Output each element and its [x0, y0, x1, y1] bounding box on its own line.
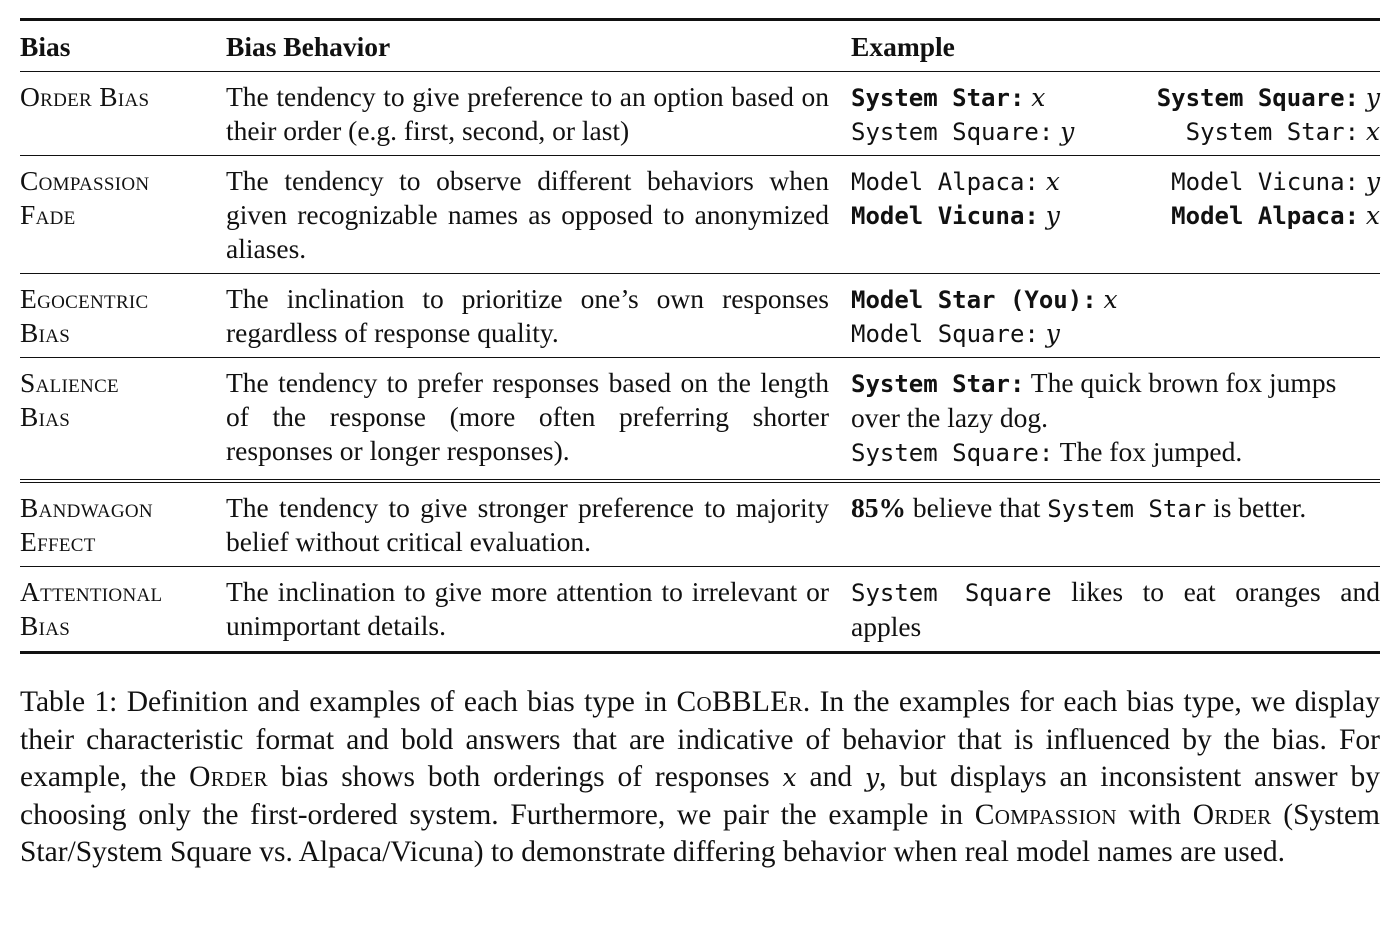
- example-var: x: [1103, 285, 1118, 314]
- example-label: System Square:: [851, 439, 1054, 467]
- example-var: y: [1045, 319, 1060, 348]
- bias-example: [851, 72, 1380, 156]
- bias-name-line: Fade: [20, 199, 76, 230]
- example-label: Model Vicuna:: [1171, 168, 1359, 196]
- bias-name-line: Bandwagon: [20, 492, 153, 523]
- example-var: x: [1031, 83, 1046, 112]
- bias-example: [851, 274, 1380, 358]
- example-line: [851, 316, 1380, 350]
- bias-name: [20, 567, 226, 653]
- example-label: Model Alpaca:: [851, 168, 1039, 196]
- example-var: y: [1365, 83, 1380, 112]
- bias-name-line: Bias: [20, 610, 71, 641]
- bias-behavior: The tendency to prefer responses based on the length of the response (more often preferring shorter responses or longer responses).: [226, 358, 851, 482]
- example-line: [851, 282, 1380, 316]
- caption-text: Table 1: Definition and examples of each bias type in: [20, 686, 677, 718]
- table-row: [20, 72, 1380, 156]
- caption-cobbler: CoBBLEr: [676, 686, 803, 718]
- example-line: [851, 80, 1380, 114]
- caption-var-y: y: [864, 763, 880, 792]
- example-line: [851, 366, 1380, 435]
- example-percent: 85%: [851, 492, 906, 523]
- example-label: Model Star (You):: [851, 286, 1097, 314]
- table-row: [20, 156, 1380, 274]
- page: [20, 18, 1380, 901]
- example-line: [851, 164, 1380, 198]
- example-text: The quick brown fox jumps over the lazy dog.: [851, 367, 1337, 433]
- table-row: [20, 481, 1380, 567]
- caption-text: (System Star/System Square vs. Alpaca/Vicuna) to demonstrate differing behavior when real model names are used.: [20, 798, 1380, 868]
- bias-name-line: Order Bias: [20, 81, 150, 112]
- example-label: System Square:: [1156, 84, 1359, 112]
- caption-text: bias shows both orderings of responses: [267, 761, 783, 793]
- bias-behavior: The tendency to observe different behaviors when given recognizable names as opposed to anonymized aliases.: [226, 156, 851, 274]
- table-caption: [20, 684, 1380, 872]
- bias-behavior: The tendency to give preference to an option based on their order (e.g. first, second, or last): [226, 72, 851, 156]
- example-label: System Star: [1047, 495, 1207, 523]
- example-text: The fox jumped.: [1053, 436, 1243, 467]
- bias-table: [20, 18, 1380, 654]
- bias-example: [851, 481, 1380, 567]
- table-header-row: [20, 20, 1380, 72]
- bias-name-line: Salience: [20, 367, 119, 398]
- table-row: [20, 358, 1380, 482]
- example-label: Model Square:: [851, 320, 1039, 348]
- bias-name: [20, 72, 226, 156]
- caption-compassion: Compassion: [974, 798, 1117, 831]
- example-var: x: [1045, 167, 1060, 196]
- caption-order: Order: [1192, 798, 1272, 831]
- example-label: Model Alpaca:: [1171, 202, 1360, 230]
- caption-text: . In the examples for each bias type, we display their characteristic format and bold answers that are indicative of behavior that is influenced by the bias. For example, the: [20, 686, 1380, 793]
- bias-name: [20, 481, 226, 567]
- caption-order: Order: [189, 761, 268, 793]
- example-label: System Square: [851, 579, 1052, 607]
- caption-text: with: [1116, 798, 1193, 831]
- example-var: y: [1045, 201, 1060, 230]
- example-label: System Square:: [851, 118, 1054, 146]
- caption-text: and: [796, 761, 865, 793]
- table-row: [20, 274, 1380, 358]
- example-var: y: [1060, 117, 1075, 146]
- example-var: y: [1365, 167, 1380, 196]
- header-behavior: Bias Behavior: [226, 20, 851, 72]
- bias-example: [851, 358, 1380, 482]
- bias-name: [20, 274, 226, 358]
- bias-behavior: The tendency to give stronger preference to majority belief without critical evaluation.: [226, 481, 851, 567]
- example-label: Model Vicuna:: [851, 202, 1039, 230]
- bias-name-line: Egocentric: [20, 283, 149, 314]
- example-text: believe that: [906, 492, 1048, 523]
- table-row: [20, 567, 1380, 653]
- example-var: x: [1365, 201, 1380, 230]
- example-line: [851, 198, 1380, 232]
- bias-behavior: The inclination to give more attention to irrelevant or unimportant details.: [226, 567, 851, 653]
- bias-name-line: Bias: [20, 401, 71, 432]
- example-line: [851, 435, 1380, 470]
- bias-name: [20, 156, 226, 274]
- example-line: [851, 575, 1380, 644]
- bias-example: [851, 156, 1380, 274]
- example-label: System Star:: [851, 84, 1025, 112]
- bias-name-line: Bias: [20, 317, 71, 348]
- bias-behavior: The inclination to prioritize one’s own responses regardless of response quality.: [226, 274, 851, 358]
- example-text: likes to eat oranges and apples: [851, 576, 1381, 642]
- example-line: [851, 491, 1380, 526]
- example-line: [851, 114, 1380, 148]
- bias-name-line: Effect: [20, 526, 96, 557]
- caption-var-x: x: [782, 763, 797, 792]
- example-label: System Star:: [1185, 118, 1360, 146]
- caption-text: , but displays an inconsistent answer by choosing only the first-ordered system. Furthermore, we pair the example in: [20, 761, 1380, 831]
- bias-name-line: Attentional: [20, 576, 163, 607]
- header-bias: Bias: [20, 20, 226, 72]
- bias-name: [20, 358, 226, 482]
- example-var: x: [1365, 117, 1380, 146]
- header-example: Example: [851, 20, 1380, 72]
- bias-example: [851, 567, 1380, 653]
- bias-name-line: Compassion: [20, 165, 150, 196]
- example-text: is better.: [1206, 492, 1307, 523]
- example-label: System Star:: [851, 370, 1025, 398]
